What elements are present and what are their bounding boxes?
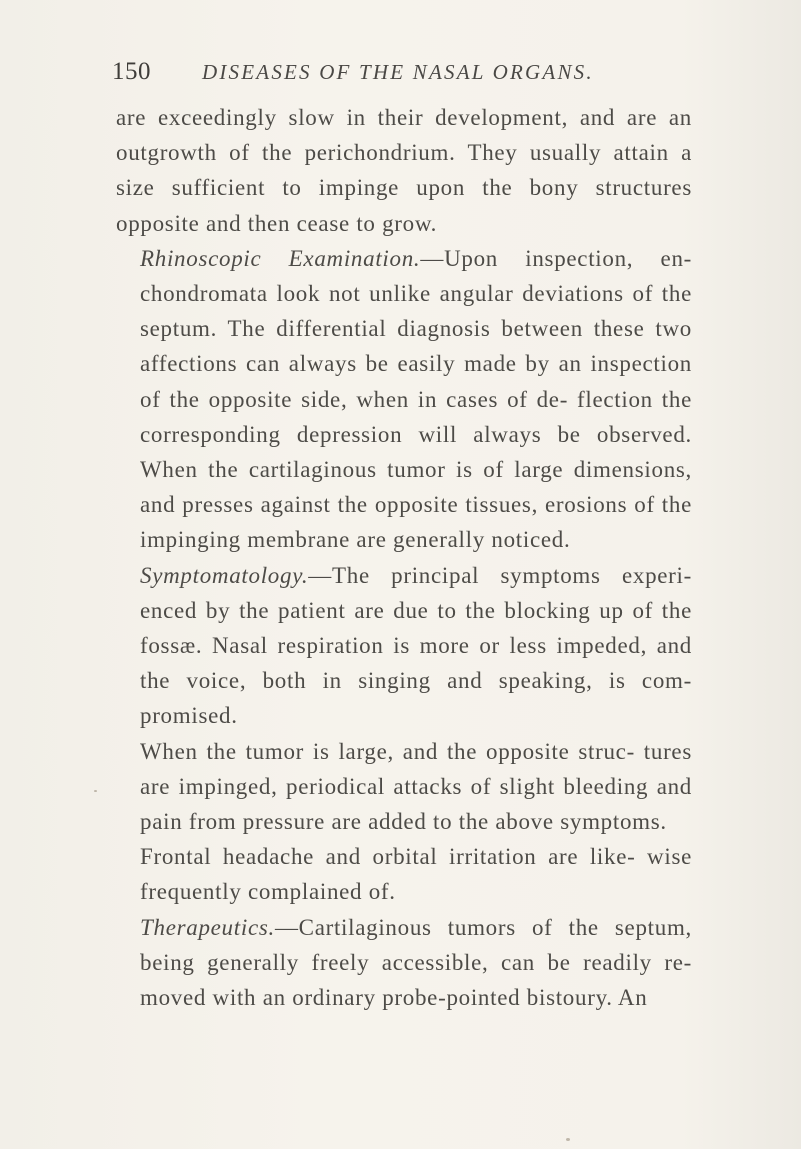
paragraph-tumor-large [116, 734, 692, 840]
section-heading: Therapeutics. [140, 914, 275, 940]
running-head: DISEASES OF THE NASAL ORGANS. [202, 60, 594, 84]
paper-speck [566, 1138, 570, 1141]
paragraph-text: —Cartilaginous tumors of the septum, being generally freely accessible, can be readily re- moved with an ordinary probe-pointed bistoury. An [140, 914, 692, 1011]
paper-speck [94, 790, 97, 792]
paragraph-symptomatology [116, 558, 692, 734]
body-text [116, 100, 692, 1015]
section-heading: Rhinoscopic Examination. [140, 245, 421, 271]
paragraph-text: —Upon inspection, en- chondromata look not unlike angular deviations of the septum. The differential diagnosis between these two affections can always be easily made by an inspection of the opposite side, when in cases of de- flection the corresponding depression will always be observed. When the cartilaginous tumor is of large dimensions, and presses against the opposite tissues, erosions of the impinging membrane are generally noticed. [140, 245, 692, 553]
page-number: 150 [112, 58, 151, 85]
section-heading: Symptomatology. [140, 562, 309, 588]
paragraph-text: Frontal headache and orbital irritation are like- wise frequently complained of. [140, 844, 692, 905]
paragraph-text: When the tumor is large, and the opposite struc- tures are impinged, periodical attacks of slight bleeding and pain from pressure are added to the above symptoms. [140, 738, 692, 835]
paragraph-rhinoscopic-examination [116, 241, 692, 558]
paragraph-continuation [116, 100, 692, 241]
paragraph-frontal-headache [116, 839, 692, 909]
paragraph-text: are exceedingly slow in their development, and are an outgrowth of the perichondrium. They usually attain a size sufficient to impinge upon the bony structures opposite and then cease to grow. [116, 105, 692, 236]
paragraph-therapeutics [116, 910, 692, 1016]
page-header [112, 58, 672, 92]
paragraph-text: —The principal symptoms experi- enced by the patient are due to the blocking up of the fossæ. Nasal respiration is more or less impeded, and the voice, both in singing and speaking, is com- promised. [140, 562, 692, 729]
